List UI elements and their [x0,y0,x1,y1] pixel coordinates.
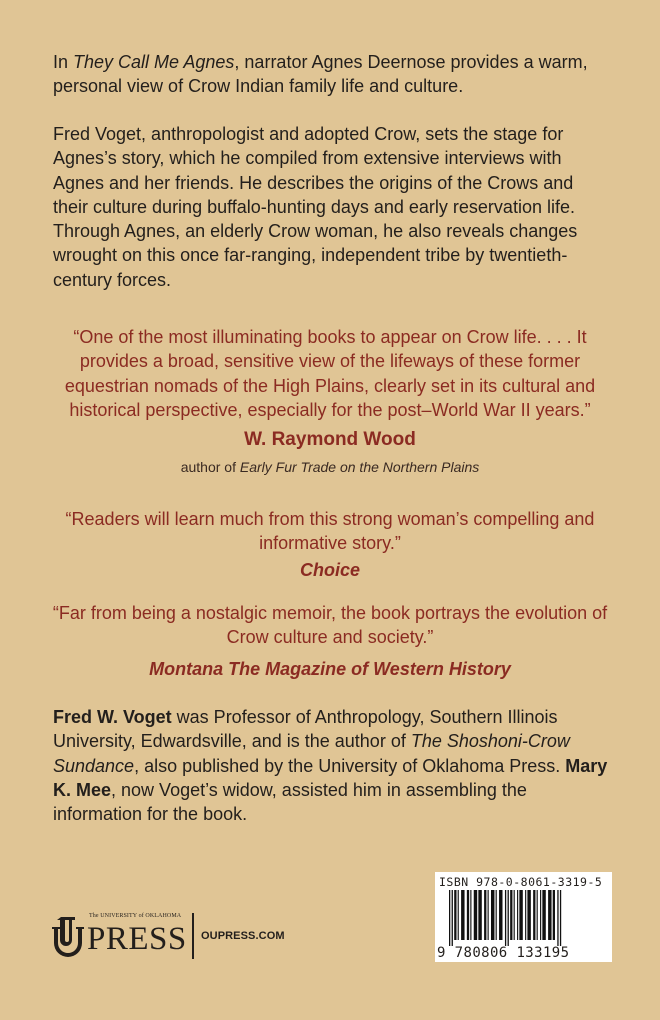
university-line: The UNIVERSITY of OKLAHOMA [89,913,182,919]
barcode-bar [449,890,450,946]
barcode-bar [474,890,477,940]
review-quote-2 [50,507,610,582]
barcode-bar [517,890,518,940]
barcode-bar [548,890,551,940]
barcode-bar [514,890,515,940]
isbn-label: ISBN 978-0-8061-3319-5 [439,875,603,889]
coauthor-name: Mary K. Mee [53,755,608,800]
barcode-number: 9 780806 133195 [437,945,570,961]
barcode-bar [478,890,481,940]
reviewer-credit [50,455,610,479]
press-wordmark: PRESS [87,921,187,957]
description-paragraph-2: Fred Voget, anthropologist and adopted Crow, sets the stage for Agnes’s story, which he compiled from extensive interviews with Agnes and her friends. He describes the origins of the Crows and their culture during buffalo-hunting days and early reservation life. Through Agnes, an elderly Crow woman, he also reveals changes wrought on this once far-ranging, independent tribe by twentieth-century forces. [53,124,578,290]
barcode-bar [508,890,509,946]
credit-book-title: Early Fur Trade on the Northern Plains [239,459,480,476]
publisher-url: OUPRESS.COM [201,930,285,942]
barcode-bar [470,890,471,940]
barcode-bar [491,890,494,940]
barcode-bar [467,890,469,940]
barcode-bar [458,890,459,940]
credit-text: author of [180,459,240,476]
publisher-logo [50,913,290,961]
quote-text: “Far from being a nostalgic memoir, the book portrays the evolution of Crow culture and society.” [52,603,608,648]
reviewer-name: W. Raymond Wood [244,429,416,451]
barcode-bar [510,890,512,940]
bio-text: , also published by the University of Oklahoma Press. [134,755,566,776]
bio-book-title: The Shoshoni-Crow Sundance [53,731,570,776]
barcode-bar [557,890,558,946]
description-text: , narrator Agnes Deernose provides a warm, personal view of Crow Indian family life and culture. [53,52,588,97]
barcode-bars [449,890,599,946]
author-name: Fred W. Voget [53,707,172,727]
barcode-bar [553,890,555,940]
barcode-bar [519,890,522,940]
review-quote-1 [50,325,610,480]
logo-divider [192,913,194,959]
quote-text: “Readers will learn much from this strong woman’s compelling and informative story.” [65,509,595,554]
barcode-bar [496,890,497,940]
description-text: In [53,52,74,72]
review-source: Choice [299,559,360,580]
barcode-bar [540,890,541,940]
barcode-bar [542,890,545,940]
barcode-bar [452,890,453,946]
description-paragraph-1 [53,50,613,99]
bio-text: , now Voget’s widow, assisted him in assembling the information for the book. [53,779,527,825]
bio-text: was Professor of Anthropology, Southern Illinois University, Edwardsville, and is the author of [53,707,558,752]
quote-text: “One of the most illuminating books to appear on Crow life. . . . It provides a broad, sensitive view of the lifeways of these former equestrian nomads of the High Plains, clearly set in its cultural and historical perspective, especially for the post–World War II years.” [64,327,596,420]
barcode-bar [533,890,535,940]
barcode-bar [560,890,561,946]
isbn-barcode [435,872,612,962]
barcode-bar [499,890,502,940]
barcode-bar [461,890,464,940]
barcode-bar [525,890,526,940]
author-bio [53,705,613,826]
review-quote-3 [50,601,610,681]
barcode-bar [537,890,538,940]
barcode-bar [527,890,530,940]
barcode-bar [488,890,489,940]
book-title: They Call Me Agnes [73,52,235,72]
barcode-bar [454,890,456,940]
barcode-bar [505,890,506,946]
ou-monogram-icon [50,915,86,959]
review-source: Montana The Magazine of Western History [149,658,511,679]
barcode-bar [484,890,486,940]
